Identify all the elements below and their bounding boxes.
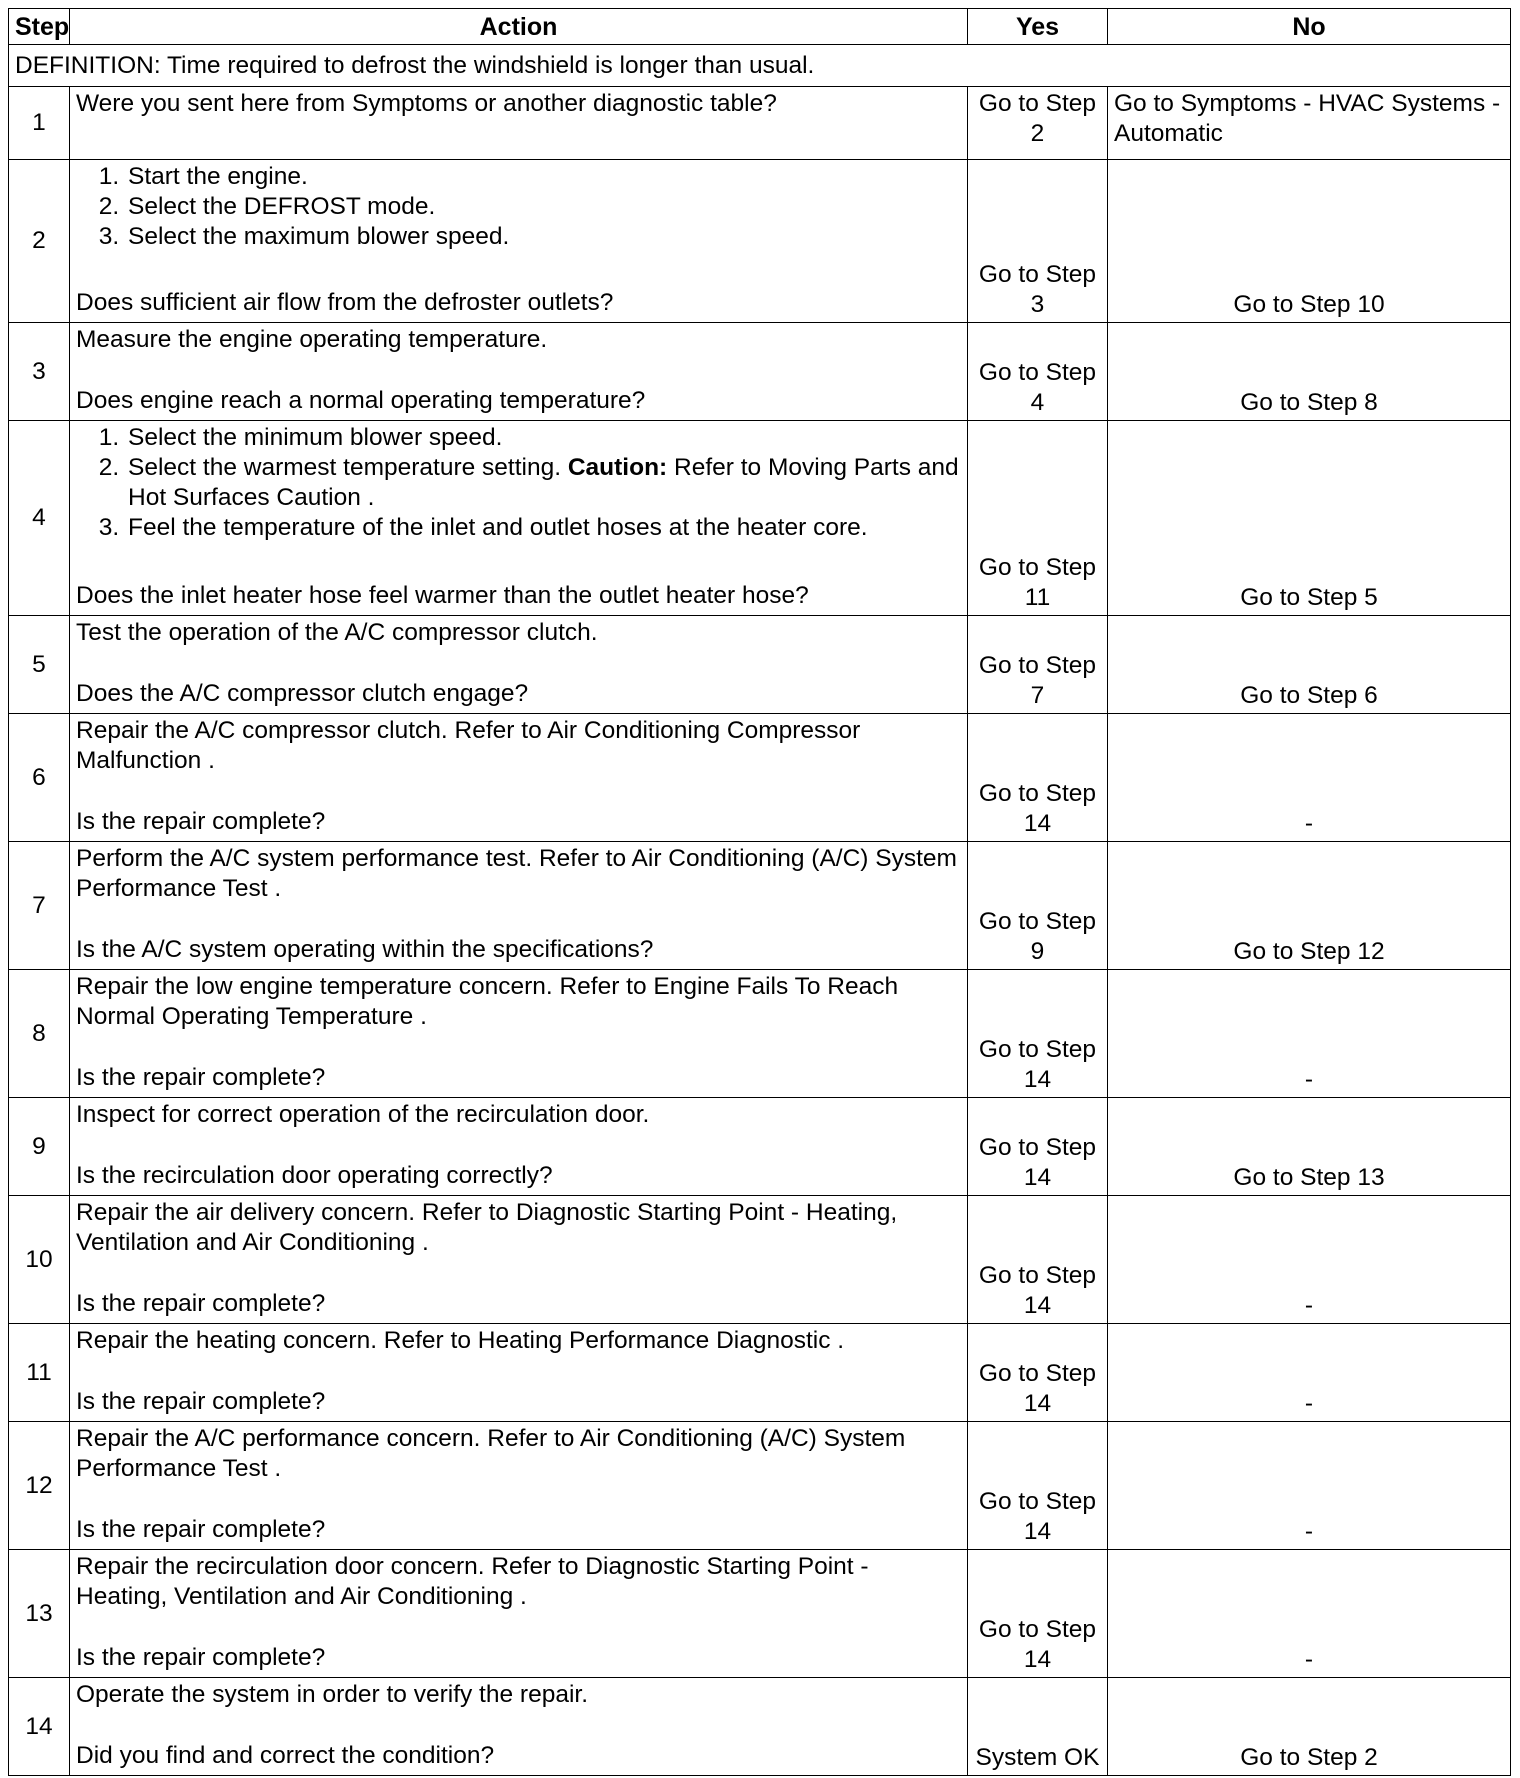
no-link[interactable]: Go to Symptoms - HVAC Systems - Automatic xyxy=(1108,87,1511,160)
no-link[interactable]: Go to Step 8 xyxy=(1108,323,1511,421)
yes-link: System OK xyxy=(968,1678,1108,1776)
yes-link[interactable]: Go to Step 9 xyxy=(968,842,1108,970)
step-number: 11 xyxy=(9,1324,70,1422)
table-row xyxy=(9,1422,1511,1550)
list-item: 3. Select the maximum blower speed. xyxy=(126,222,961,252)
step-number: 8 xyxy=(9,970,70,1098)
yes-link[interactable]: Go to Step 3 xyxy=(968,160,1108,323)
yes-link[interactable]: Go to Step 14 xyxy=(968,1422,1108,1550)
table-row xyxy=(9,323,1511,421)
action-text: Repair the A/C performance concern. Refer to Air Conditioning (A/C) System Performance Test . xyxy=(76,1425,906,1482)
step-number: 4 xyxy=(9,421,70,616)
header-row xyxy=(9,9,1511,45)
action-cell xyxy=(70,616,968,714)
action-question: Is the recirculation door operating correctly? xyxy=(76,1162,553,1189)
action-cell xyxy=(70,1324,968,1422)
definition-text: DEFINITION: Time required to defrost the windshield is longer than usual. xyxy=(9,45,1511,87)
header-no: No xyxy=(1108,9,1511,45)
action-text: Repair the heating concern. Refer to Heating Performance Diagnostic . xyxy=(76,1327,845,1354)
action-question: Does the A/C compressor clutch engage? xyxy=(76,680,529,707)
table-row xyxy=(9,160,1511,323)
table-row xyxy=(9,970,1511,1098)
step-number: 6 xyxy=(9,714,70,842)
action-cell xyxy=(70,970,968,1098)
step-number: 7 xyxy=(9,842,70,970)
table-row xyxy=(9,87,1511,160)
action-question: Is the repair complete? xyxy=(76,1644,326,1671)
step-number: 14 xyxy=(9,1678,70,1776)
action-question: Is the repair complete? xyxy=(76,1064,326,1091)
step-number: 3 xyxy=(9,323,70,421)
table-row xyxy=(9,842,1511,970)
action-question: Does engine reach a normal operating temperature? xyxy=(76,387,646,414)
list-item: 1. Start the engine. xyxy=(126,162,961,192)
action-cell xyxy=(70,323,968,421)
caution-label: Caution: xyxy=(567,454,668,481)
table-row xyxy=(9,1324,1511,1422)
action-cell xyxy=(70,1098,968,1196)
action-cell xyxy=(70,87,968,160)
action-text: Inspect for correct operation of the recirculation door. xyxy=(76,1101,650,1128)
action-list xyxy=(76,162,961,252)
no-link: - xyxy=(1108,1422,1511,1550)
action-question: Is the A/C system operating within the specifications? xyxy=(76,936,654,963)
no-link[interactable]: Go to Step 2 xyxy=(1108,1678,1511,1776)
action-text: Operate the system in order to verify the repair. xyxy=(76,1681,589,1708)
no-link: - xyxy=(1108,1196,1511,1324)
action-question: Is the repair complete? xyxy=(76,808,326,835)
table-row xyxy=(9,1098,1511,1196)
action-text: Repair the A/C compressor clutch. Refer to Air Conditioning Compressor Malfunction . xyxy=(76,717,861,774)
action-text: Measure the engine operating temperature. xyxy=(76,326,548,353)
yes-link[interactable]: Go to Step 2 xyxy=(968,87,1108,160)
yes-link[interactable]: Go to Step 14 xyxy=(968,1324,1108,1422)
yes-link[interactable]: Go to Step 14 xyxy=(968,1550,1108,1678)
yes-link[interactable]: Go to Step 4 xyxy=(968,323,1108,421)
step-number: 1 xyxy=(9,87,70,160)
list-item xyxy=(126,453,961,513)
list-item: 3. Feel the temperature of the inlet and outlet hoses at the heater core. xyxy=(126,513,961,543)
diagnostic-table xyxy=(8,8,1511,1776)
yes-link[interactable]: Go to Step 14 xyxy=(968,1098,1108,1196)
action-question: Is the repair complete? xyxy=(76,1290,326,1317)
action-cell xyxy=(70,160,968,323)
no-link[interactable]: Go to Step 5 xyxy=(1108,421,1511,616)
action-cell xyxy=(70,842,968,970)
no-link[interactable]: Go to Step 12 xyxy=(1108,842,1511,970)
no-link[interactable]: Go to Step 13 xyxy=(1108,1098,1511,1196)
action-text: Repair the air delivery concern. Refer to Diagnostic Starting Point - Heating, Ventilation and Air Conditioning . xyxy=(76,1199,898,1256)
no-link[interactable]: Go to Step 6 xyxy=(1108,616,1511,714)
action-text: Were you sent here from Symptoms or another diagnostic table? xyxy=(76,90,777,117)
step-number: 2 xyxy=(9,160,70,323)
step-number: 9 xyxy=(9,1098,70,1196)
step-number: 12 xyxy=(9,1422,70,1550)
yes-link[interactable]: Go to Step 7 xyxy=(968,616,1108,714)
no-link: - xyxy=(1108,1550,1511,1678)
table-row xyxy=(9,1196,1511,1324)
action-text: Test the operation of the A/C compressor clutch. xyxy=(76,619,598,646)
caution-text: Refer to Moving Parts and Hot Surfaces Caution . xyxy=(128,454,959,511)
action-cell xyxy=(70,714,968,842)
action-cell xyxy=(70,1678,968,1776)
table-row xyxy=(9,714,1511,842)
action-question: Does the inlet heater hose feel warmer than the outlet heater hose? xyxy=(76,582,809,609)
action-question: Did you find and correct the condition? xyxy=(76,1742,495,1769)
table-row xyxy=(9,616,1511,714)
table-row xyxy=(9,421,1511,616)
action-list xyxy=(76,423,961,543)
action-text: Perform the A/C system performance test. Refer to Air Conditioning (A/C) System Performance Test . xyxy=(76,845,957,902)
action-question: Is the repair complete? xyxy=(76,1388,326,1415)
list-item-text: Select the warmest temperature setting. xyxy=(128,454,562,481)
no-link: - xyxy=(1108,714,1511,842)
step-number: 10 xyxy=(9,1196,70,1324)
no-link: - xyxy=(1108,970,1511,1098)
table-row xyxy=(9,1550,1511,1678)
table-row xyxy=(9,1678,1511,1776)
step-number: 5 xyxy=(9,616,70,714)
no-link: - xyxy=(1108,1324,1511,1422)
header-action: Action xyxy=(70,9,968,45)
definition-row xyxy=(9,45,1511,87)
action-cell xyxy=(70,1196,968,1324)
action-text: Repair the low engine temperature concern. Refer to Engine Fails To Reach Normal Operating Temperature . xyxy=(76,973,899,1030)
action-cell xyxy=(70,1550,968,1678)
header-step: Step xyxy=(9,9,70,45)
header-yes: Yes xyxy=(968,9,1108,45)
yes-link[interactable]: Go to Step 14 xyxy=(968,714,1108,842)
yes-link[interactable]: Go to Step 14 xyxy=(968,970,1108,1098)
action-question: Is the repair complete? xyxy=(76,1516,326,1543)
list-item: 1. Select the minimum blower speed. xyxy=(126,423,961,453)
action-cell xyxy=(70,1422,968,1550)
no-link[interactable]: Go to Step 10 xyxy=(1108,160,1511,323)
list-item: 2. Select the DEFROST mode. xyxy=(126,192,961,222)
yes-link[interactable]: Go to Step 11 xyxy=(968,421,1108,616)
step-number: 13 xyxy=(9,1550,70,1678)
yes-link[interactable]: Go to Step 14 xyxy=(968,1196,1108,1324)
action-question: Does sufficient air flow from the defroster outlets? xyxy=(76,289,614,316)
action-cell xyxy=(70,421,968,616)
action-text: Repair the recirculation door concern. Refer to Diagnostic Starting Point - Heating, Ventilation and Air Conditioning . xyxy=(76,1553,869,1610)
